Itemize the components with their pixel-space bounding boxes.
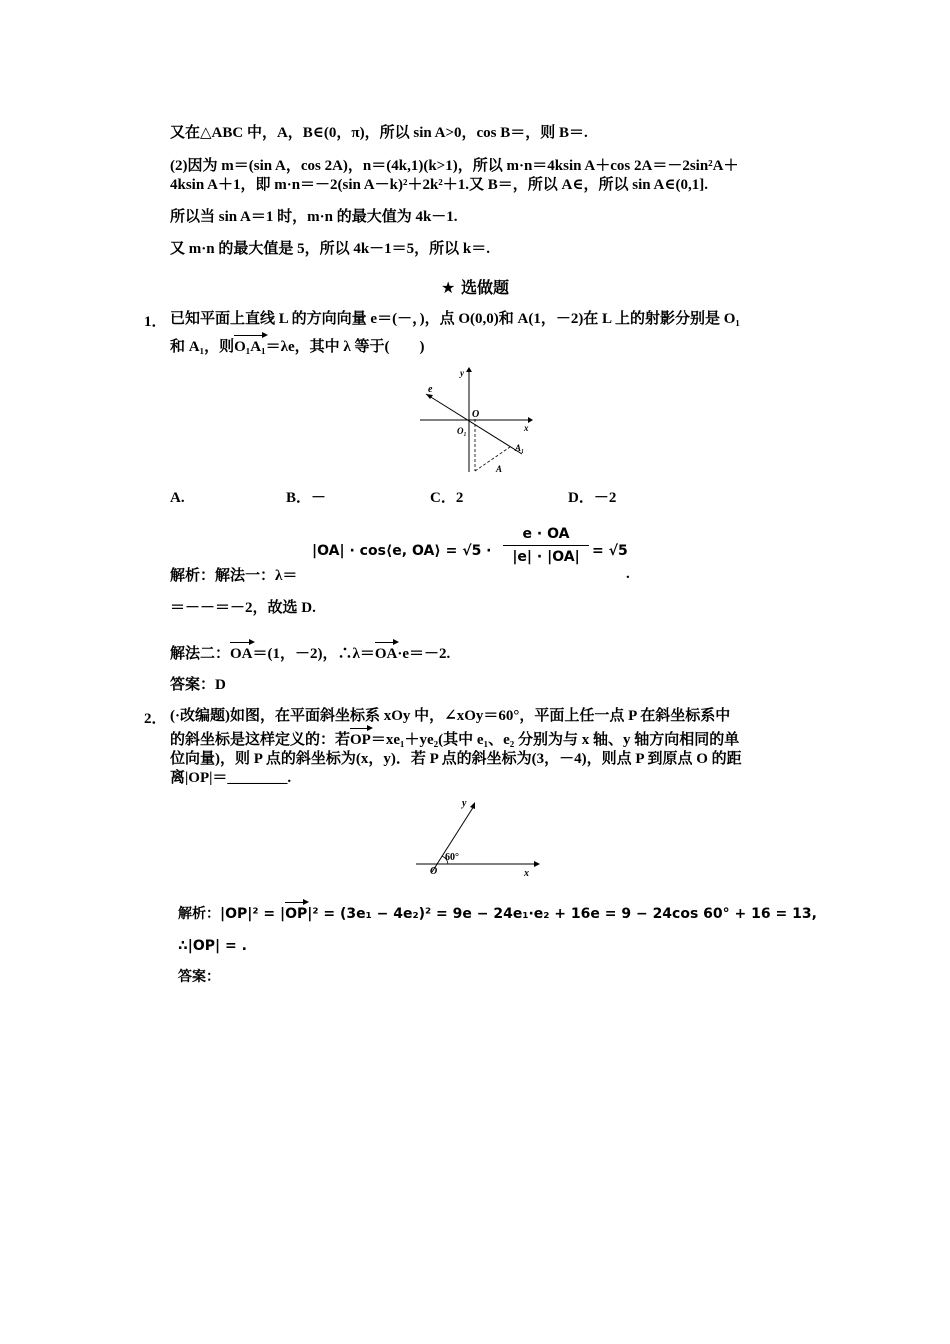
question-1-line-2-text: 和 A₁，则 [170, 339, 235, 355]
formula-denominator: |e| · |OA| [512, 549, 580, 565]
fig1-a1-label: A₁ [515, 443, 525, 453]
fig2-x-label: x [524, 868, 529, 879]
vector-oa: OA [230, 646, 253, 662]
fig2-angle-label: 60° [445, 852, 459, 863]
analysis-line-2: ＝－－＝－2，故选 D. [170, 600, 316, 616]
solution-line-2b: 4ksin A＋1，即 m·n＝－2(sin A－k)²＋2k²＋1.又 B＝，所以 A∈，所以 sin A∈(0,1]. [170, 177, 708, 193]
question-1-line-2-tail: ＝λe，其中 λ 等于( ) [265, 339, 425, 355]
option-a: A. [170, 490, 185, 506]
question-2-line-1: (·改编题)如图，在平面斜坐标系 xOy 中，∠xOy＝60°，平面上任一点 P 在斜坐标系中 [170, 708, 731, 724]
fig1-o1-label: O₁ [457, 426, 467, 436]
question-1-number: 1． [144, 314, 167, 330]
question-1-line-2 [170, 338, 424, 356]
question-2-line-2-tail: ＝xe₁＋ye₂(其中 e₁、e₂ 分别为与 x 轴、y 轴方向相同的单 [370, 732, 740, 748]
answer-1: 答案：D [170, 677, 226, 693]
analysis-period: . [626, 566, 630, 582]
vector-op-2: OP [285, 906, 308, 922]
q2-analysis-pre: 解析：|OP|² = | [178, 906, 286, 922]
method-2-line [170, 645, 450, 663]
method-2-tail: ·e＝－2. [397, 646, 451, 662]
formula-left: |OA| · cos⟨e, OA⟩ = √5 · [312, 543, 492, 559]
analysis-label: 解析：解法一：λ＝ [170, 568, 298, 584]
question-2-number: 2． [144, 711, 167, 727]
method-2-label: 解法二： [170, 646, 231, 662]
section-title: ★ 选做题 [441, 278, 509, 297]
fig1-y-label: y [460, 368, 464, 378]
vector-oa-2: OA [374, 646, 398, 662]
fig2-o-label: O [430, 866, 438, 877]
question-1-figure [412, 364, 534, 476]
q2-analysis-post: |² = (3e₁ − 4e₂)² = 9e − 24e₁·e₂ + 16e = 9 − 24cos 60° + 16 = 13, [307, 906, 817, 922]
fig1-a-label: A [496, 464, 503, 474]
solution-line-3: 所以当 sin A＝1 时，m·n 的最大值为 4k－1. [170, 209, 458, 225]
question-1-line-1: 已知平面上直线 L 的方向向量 e＝(－，)，点 O(0,0)和 A(1，－2)在 L 上的射影分别是 O₁ [170, 311, 740, 327]
solution-line-1: 又在△ABC 中，A，B∈(0，π)，所以 sin A>0，cos B＝，则 B＝. [170, 125, 588, 141]
answer-2: 答案： [178, 969, 220, 985]
question-2-line-3: 位向量)，则 P 点的斜坐标为(x，y)．若 P 点的斜坐标为(3，－4)，则点 P 到原点 O 的距 [170, 751, 742, 767]
solution-line-4: 又 m·n 的最大值是 5，所以 4k－1＝5，所以 k＝. [170, 241, 491, 257]
formula-fraction [503, 526, 589, 565]
fig1-x-label: x [524, 423, 529, 433]
question-2-analysis-line-2: ∴|OP| = . [178, 938, 247, 954]
option-b: B．－ [286, 490, 327, 506]
vector-o1a1: O₁A₁ [234, 339, 266, 355]
vector-op: OP [350, 732, 371, 748]
formula-numerator: e · OA [503, 526, 589, 546]
question-2-analysis [178, 905, 817, 923]
fig2-y-label: y [462, 798, 467, 809]
option-d: D．－2 [568, 490, 617, 506]
option-c: C．2 [430, 490, 464, 506]
solution-line-2a: (2)因为 m＝(sin A，cos 2A)，n＝(4k,1)(k>1)，所以 m·n＝4ksin A＋cos 2A＝－2sin²A＋ [170, 158, 739, 174]
question-2-line-2 [170, 731, 739, 749]
question-2-line-4: 离|OP|＝________. [170, 770, 292, 786]
formula-right: = √5 [592, 543, 628, 559]
fig1-e-label: e [428, 384, 433, 395]
method-2-mid: ＝(1，－2)，∴λ＝ [252, 646, 375, 662]
question-2-line-2-text: 的斜坐标是这样定义的：若 [170, 732, 351, 748]
question-2-figure [410, 798, 542, 880]
fig1-o-label: O [472, 409, 480, 420]
